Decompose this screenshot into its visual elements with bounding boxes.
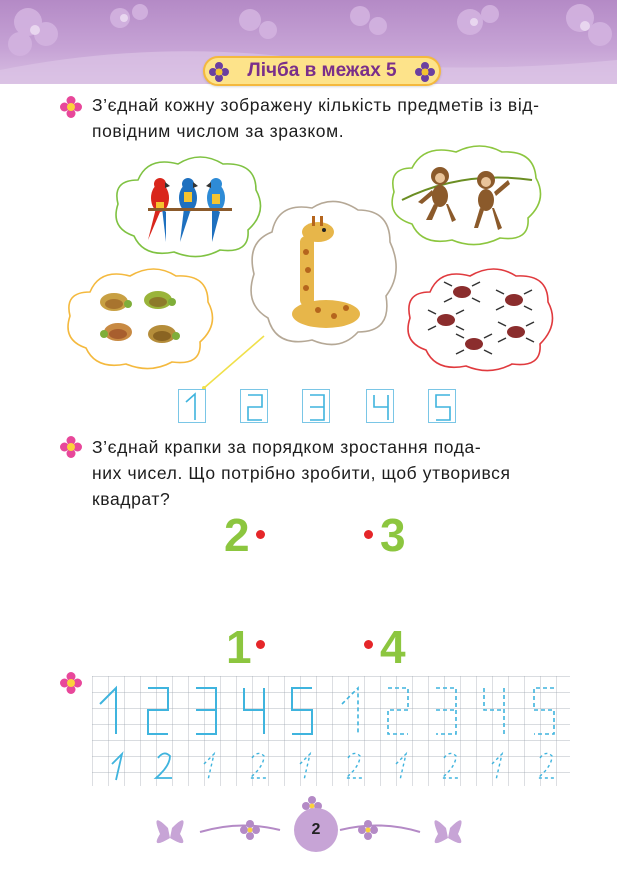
page-number-badge (294, 808, 338, 852)
task1-line: повідним числом за зразком. (92, 121, 345, 141)
flower-icon (209, 62, 229, 82)
butterfly-icon (156, 820, 183, 843)
point-dot-4[interactable] (364, 640, 373, 649)
point-label-2: 2 (224, 509, 250, 561)
number-box-3[interactable] (302, 389, 330, 423)
writing-grid-lines (92, 676, 570, 786)
writing-grid[interactable] (92, 676, 570, 786)
task1-line: З’єднай кожну зображену кількість предметів із від- (92, 95, 540, 115)
butterfly-icon (434, 820, 461, 843)
point-label-3: 3 (380, 509, 406, 561)
task2-line: них чисел. Що потрібно зробити, щоб утворився (92, 463, 511, 483)
number-box-5[interactable] (428, 389, 456, 423)
number-box-4[interactable] (366, 389, 394, 423)
beetles-cloud (402, 262, 558, 376)
number-box-2[interactable] (240, 389, 268, 423)
point-dot-3[interactable] (364, 530, 373, 539)
task-bullet-flower-icon (60, 96, 82, 118)
page-number: 2 (311, 821, 321, 838)
sample-connection-line (198, 334, 268, 394)
page-title-banner (203, 56, 441, 86)
turtles-cloud (62, 262, 220, 374)
task-bullet-flower-icon (60, 436, 82, 458)
parrots-cloud (108, 150, 268, 262)
giraffe-cloud (246, 196, 402, 356)
task1-instructions (92, 92, 562, 144)
page-title: Лічба в межах 5 (247, 60, 397, 81)
point-dot-2[interactable] (256, 530, 265, 539)
point-label-4: 4 (380, 621, 406, 673)
monkeys-cloud (382, 140, 548, 250)
task2-line: З’єднай крапки за порядком зростання пода- (92, 437, 482, 457)
flower-icon (415, 62, 435, 82)
point-dot-1[interactable] (256, 640, 265, 649)
task-bullet-flower-icon (60, 672, 82, 694)
task2-instructions (92, 434, 562, 512)
point-label-1: 1 (226, 621, 252, 673)
number-box-1[interactable] (178, 389, 206, 423)
task2-line: квадрат? (92, 489, 171, 509)
